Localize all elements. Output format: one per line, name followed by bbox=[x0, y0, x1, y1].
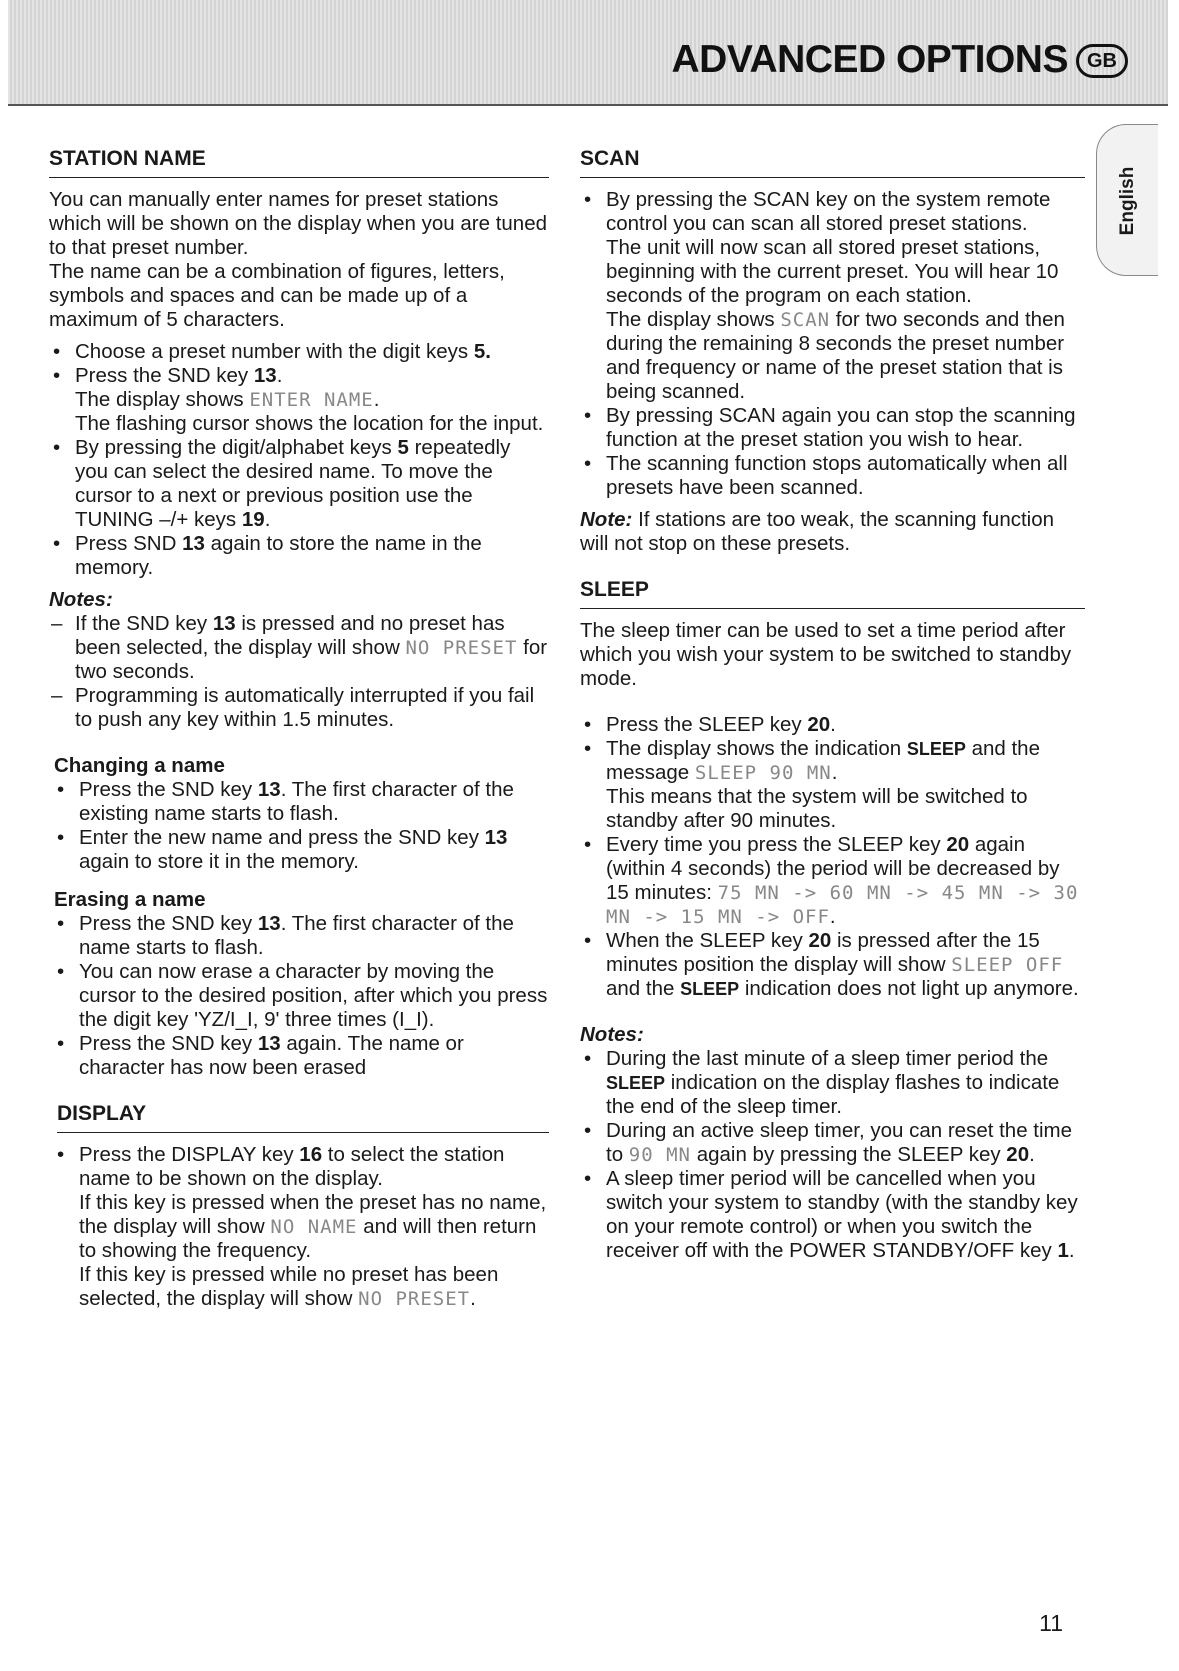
right-column bbox=[580, 147, 1085, 1271]
list-item: – Programming is automatically interrupted if you fail to push any key within 1.5 minutes. bbox=[49, 684, 549, 732]
list-item: • By pressing the digit/alphabet keys 5 repeatedly you can select the desired name. To move the cursor to a next or previous position use the TUNING –/+ keys 19. bbox=[49, 436, 549, 532]
list-item: • During the last minute of a sleep timer period the SLEEP indication on the display flashes to indicate the end of the sleep timer. bbox=[580, 1047, 1085, 1119]
list-item: • Press the DISPLAY key 16 to select the station name to be shown on the display. If this key is pressed when the preset has no name, the display will show NO NAME and will then return to showing the frequency. If this key is pressed while no preset has been selected, the display will show NO PRESET. bbox=[53, 1143, 549, 1311]
list-item: • The scanning function stops automatically when all presets have been scanned. bbox=[580, 452, 1085, 500]
scan-note: Note: If stations are too weak, the scanning function will not stop on these presets. bbox=[580, 508, 1055, 555]
list-item: • Press the SND key 13 again. The name or character has now been erased bbox=[53, 1032, 549, 1080]
list-item: • A sleep timer period will be cancelled when you switch your system to standby (with the standby key on your remote control) or when you switch the receiver off with the POWER STANDBY/OFF key 1. bbox=[580, 1167, 1085, 1263]
list-item: • Press the SND key 13. The display shows ENTER NAME. The flashing cursor shows the location for the input. bbox=[49, 364, 549, 436]
erasing-name-steps bbox=[53, 912, 549, 1080]
lcd-text: ENTER NAME bbox=[249, 389, 374, 411]
station-name-steps bbox=[49, 340, 549, 580]
lcd-text: NO NAME bbox=[270, 1216, 358, 1238]
lcd-text: SLEEP OFF bbox=[951, 954, 1064, 976]
list-item: • Choose a preset number with the digit keys 5. bbox=[49, 340, 549, 364]
lcd-text: 90 MN bbox=[628, 1144, 691, 1166]
notes-heading: Notes: bbox=[49, 588, 113, 611]
list-item: • Enter the new name and press the SND key 13 again to store it in the memory. bbox=[53, 826, 549, 874]
language-badge: GB bbox=[1076, 44, 1128, 78]
page-title: ADVANCED OPTIONS bbox=[671, 38, 1068, 81]
list-item: • Press the SLEEP key 20. bbox=[580, 713, 1085, 737]
station-name-heading: STATION NAME bbox=[49, 147, 549, 178]
changing-name-heading: Changing a name bbox=[54, 754, 225, 777]
language-tab bbox=[1096, 124, 1158, 276]
sleep-intro: The sleep timer can be used to set a time period after which you wish your system to be switched to standby mode. bbox=[580, 619, 1072, 690]
list-item: • Press the SND key 13. The first character of the existing name starts to flash. bbox=[53, 778, 549, 826]
list-item: • Press the SND key 13. The first character of the name starts to flash. bbox=[53, 912, 549, 960]
list-item: • By pressing SCAN again you can stop the scanning function at the preset station you wish to hear. bbox=[580, 404, 1085, 452]
language-tab-label: English bbox=[1117, 166, 1138, 236]
sleep-steps bbox=[580, 713, 1085, 1001]
display-heading: DISPLAY bbox=[57, 1102, 549, 1133]
station-name-intro-1: You can manually enter names for preset stations which will be shown on the display when you are tuned to that preset number. bbox=[49, 188, 547, 259]
erasing-name-heading: Erasing a name bbox=[54, 888, 206, 911]
list-item: • When the SLEEP key 20 is pressed after the 15 minutes position the display will show SLEEP OFF and the SLEEP indication does not light up anymore. bbox=[580, 929, 1085, 1001]
left-column bbox=[49, 147, 549, 1319]
lcd-text: NO PRESET bbox=[358, 1288, 471, 1310]
list-item: • The display shows the indication SLEEP and the message SLEEP 90 MN. This means that the system will be switched to standby after 90 minutes. bbox=[580, 737, 1085, 833]
station-name-intro-2: The name can be a combination of figures, letters, symbols and spaces and can be made up of a maximum of 5 characters. bbox=[49, 260, 505, 331]
sleep-heading: SLEEP bbox=[580, 578, 1085, 609]
list-item: • Every time you press the SLEEP key 20 again (within 4 seconds) the period will be decreased by 15 minutes: 75 MN -> 60 MN -> 45 MN -> 30 MN -> 15 MN -> OFF. bbox=[580, 833, 1085, 929]
lcd-text: NO PRESET bbox=[405, 637, 518, 659]
list-item: • Press SND 13 again to store the name in the memory. bbox=[49, 532, 549, 580]
display-steps bbox=[53, 1143, 549, 1311]
list-item: • You can now erase a character by moving the cursor to the desired position, after which you press the digit key 'YZ/I_I, 9' three times (I_I). bbox=[53, 960, 549, 1032]
sleep-notes-list bbox=[580, 1047, 1085, 1263]
header-band bbox=[8, 0, 1168, 106]
lcd-text: SLEEP 90 MN bbox=[694, 762, 832, 784]
sleep-notes-heading: Notes: bbox=[580, 1023, 644, 1046]
list-item: – If the SND key 13 is pressed and no preset has been selected, the display will show NO PRESET for two seconds. bbox=[49, 612, 549, 684]
lcd-text: SCAN bbox=[780, 309, 831, 331]
changing-name-steps bbox=[53, 778, 549, 874]
scan-steps bbox=[580, 188, 1085, 500]
scan-heading: SCAN bbox=[580, 147, 1085, 178]
list-item: • By pressing the SCAN key on the system remote control you can scan all stored preset stations. The unit will now scan all stored preset stations, beginning with the current preset. You will hear 10 seconds of the program on each station. The display shows SCAN for two seconds and then during the remaining 8 seconds the preset number and frequency or name of the preset station that is being scanned. bbox=[580, 188, 1085, 404]
lcd-text: 75 MN -> 60 MN -> 45 MN -> 30 MN -> 15 MN -> OFF bbox=[606, 882, 1079, 928]
list-item: • During an active sleep timer, you can reset the time to 90 MN again by pressing the SLEEP key 20. bbox=[580, 1119, 1085, 1167]
notes-list bbox=[49, 612, 549, 732]
page-number: 11 bbox=[1039, 1610, 1063, 1636]
